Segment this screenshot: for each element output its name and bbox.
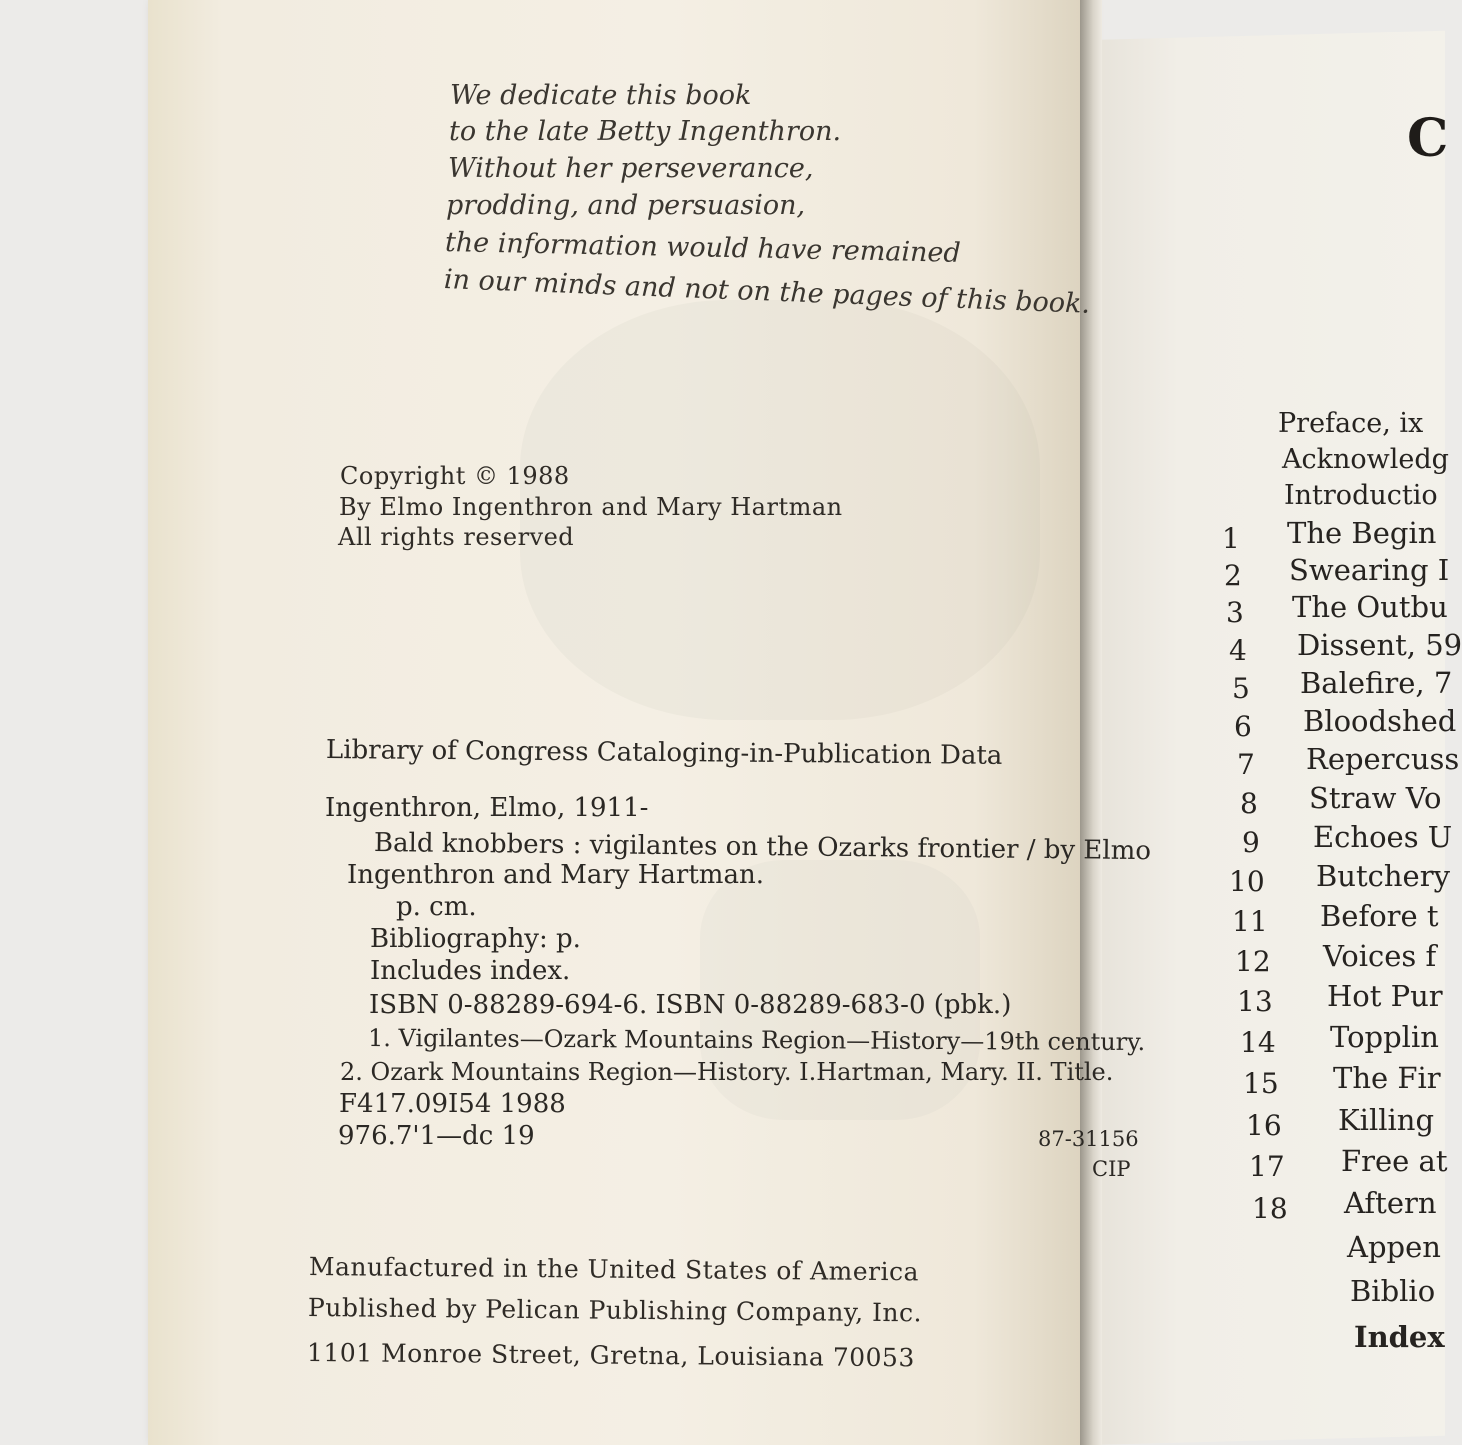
toc-chapter-number: 16 [1246,1109,1282,1142]
catalog-lc-number: F417.09I54 1988 [339,1089,566,1119]
toc-chapter-number: 17 [1249,1150,1285,1183]
catalog-record-number: 87-31156 [1038,1127,1139,1151]
dedication-line: the information would have remained [444,227,962,269]
toc-chapter-title: The Begin [1287,516,1437,550]
toc-chapter-title: Killing [1338,1103,1435,1137]
toc-heading: C [1407,108,1449,169]
toc-chapter-number: 12 [1235,945,1271,978]
toc-chapter-title: Swearing I [1289,553,1450,587]
toc-chapter-number: 2 [1224,559,1242,592]
catalog-title: Ingenthron and Mary Hartman. [347,860,764,890]
toc-chapter-title: Topplin [1330,1020,1439,1054]
publisher-line: Published by Pelican Publishing Company, Inc. [307,1293,923,1328]
catalog-index: Includes index. [370,956,571,986]
toc-chapter-number: 18 [1252,1192,1288,1225]
toc-chapter-number: 15 [1243,1067,1279,1100]
catalog-isbn: ISBN 0-88289-694-6. ISBN 0-88289-683-0 (pbk.) [369,990,1012,1020]
toc-chapter-title: The Outbu [1292,590,1448,624]
dedication-line: Without her perseverance, [448,153,814,184]
dedication-line: in our minds and not on the pages of this book. [443,264,1091,320]
toc-chapter-title: Before t [1320,899,1439,933]
catalog-author: Ingenthron, Elmo, 1911- [325,793,649,823]
toc-chapter-title: Repercuss [1306,742,1460,776]
toc-back-entry: Index [1354,1320,1445,1354]
catalog-title: Bald knobbers : vigilantes on the Ozarks frontier / by Elmo [373,828,1152,867]
toc-chapter-title: Echoes U [1313,820,1453,854]
toc-chapter-number: 8 [1240,787,1258,820]
toc-chapter-title: The Fir [1333,1061,1441,1095]
catalog-bibliography: Bibliography: p. [370,924,581,954]
book-gutter [1080,0,1102,1445]
toc-front-entry: Preface, ix [1278,408,1424,439]
toc-front-entry: Acknowledg [1282,444,1449,475]
toc-chapter-number: 13 [1237,985,1273,1018]
toc-chapter-title: Bloodshed [1303,704,1457,738]
toc-chapter-title: Butchery [1316,859,1450,893]
publisher-line: 1101 Monroe Street, Gretna, Louisiana 70053 [306,1338,915,1373]
toc-chapter-title: Hot Pur [1327,979,1443,1013]
toc-chapter-number: 4 [1229,634,1247,667]
catalog-cip: CIP [1092,1157,1131,1181]
toc-back-entry: Appen [1347,1230,1441,1264]
toc-chapter-title: Free at [1341,1144,1448,1178]
toc-chapter-number: 11 [1232,905,1268,938]
toc-chapter-number: 5 [1232,672,1250,705]
toc-chapter-number: 14 [1240,1026,1276,1059]
dedication-line: We dedicate this book [450,80,752,111]
toc-chapter-title: Straw Vo [1309,781,1442,815]
catalog-subject: 2. Ozark Mountains Region—History. I.Hartman, Mary. II. Title. [340,1058,1114,1086]
toc-chapter-number: 1 [1222,522,1240,555]
toc-chapter-number: 3 [1226,596,1244,629]
copyright-line: All rights reserved [338,523,575,551]
copyright-line: By Elmo Ingenthron and Mary Hartman [339,493,843,521]
toc-chapter-title: Balefire, 7 [1300,666,1453,700]
catalog-pcm: p. cm. [396,892,477,922]
toc-chapter-number: 6 [1234,710,1252,743]
dedication-line: to the late Betty Ingenthron. [449,116,842,147]
toc-chapter-number: 10 [1229,865,1265,898]
toc-front-entry: Introductio [1284,480,1438,511]
toc-chapter-title: Dissent, 59 [1297,628,1462,662]
publisher-line: Manufactured in the United States of America [308,1252,920,1287]
catalog-subject: 1. Vigilantes—Ozark Mountains Region—History—19th century. [367,1024,1146,1057]
dedication-line: prodding, and persuasion, [446,190,806,221]
copyright-line: Copyright © 1988 [340,462,570,490]
toc-back-entry: Biblio [1350,1274,1436,1308]
toc-chapter-number: 7 [1237,748,1255,781]
toc-chapter-title: Voices f [1323,939,1437,973]
toc-chapter-number: 9 [1242,826,1260,859]
catalog-dewey: 976.7'1—dc 19 [338,1121,535,1151]
toc-chapter-title: Aftern [1344,1186,1437,1220]
catalog-heading: Library of Congress Cataloging-in-Publication Data [325,735,1003,771]
